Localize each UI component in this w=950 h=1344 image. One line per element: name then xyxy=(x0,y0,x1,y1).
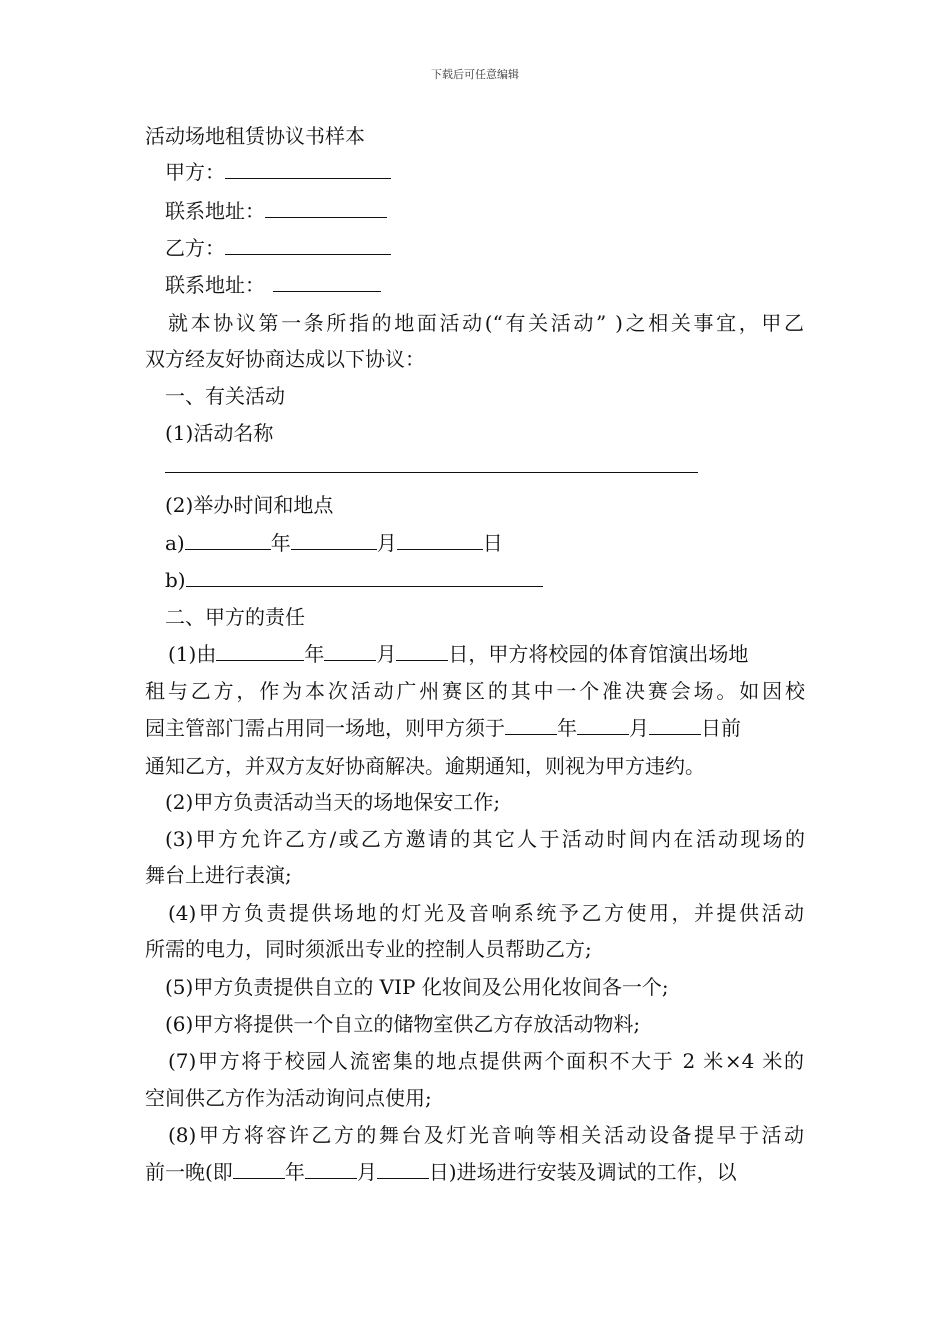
page-header: 下载后可任意编辑 xyxy=(431,68,519,81)
day-blank xyxy=(397,529,483,550)
clause-3-line-2: 舞台上进行表演; xyxy=(145,863,292,887)
day-blank xyxy=(377,1158,429,1179)
year-blank xyxy=(233,1158,285,1179)
month-blank xyxy=(324,640,376,661)
section-2-title: 二、甲方的责任 xyxy=(165,605,305,629)
party-b-address-line xyxy=(165,271,381,299)
location-blank xyxy=(186,566,543,587)
month-blank xyxy=(291,529,377,550)
month-blank xyxy=(305,1158,357,1179)
clause-1-line-1 xyxy=(168,640,748,668)
clause-1-prefix: (1)由 xyxy=(168,642,217,666)
document-title: 活动场地租赁协议书样本 xyxy=(145,124,365,148)
item-b-prefix: b) xyxy=(165,568,186,592)
month-label: 月 xyxy=(356,1160,377,1184)
section-1-title: 一、有关活动 xyxy=(165,384,285,408)
clause-5: (5)甲方负责提供自立的 VIP 化妆间及公用化妆间各一个; xyxy=(165,975,669,999)
address-label: 联系地址： xyxy=(165,199,265,223)
intro-line-2: 双方经友好协商达成以下协议： xyxy=(145,347,425,371)
clause-1-line-3-prefix: 园主管部门需占用同一场地，则甲方须于 xyxy=(145,716,505,740)
year-blank xyxy=(216,640,304,661)
year-label: 年 xyxy=(304,642,325,666)
day-label: 日 xyxy=(482,531,503,555)
clause-7-line-1: (7)甲方将于校园人流密集的地点提供两个面积不大于 2 米×4 米的 xyxy=(168,1049,804,1073)
party-a-address-line xyxy=(165,197,387,225)
address-label: 联系地址： xyxy=(165,273,265,297)
clause-4-line-2: 所需的电力，同时须派出专业的控制人员帮助乙方; xyxy=(145,937,592,961)
clause-1-line-3 xyxy=(145,714,741,742)
section-1-item-1: (1)活动名称 xyxy=(165,421,274,445)
year-label: 年 xyxy=(284,1160,305,1184)
clause-1-line-2: 租与乙方，作为本次活动广州赛区的其中一个准决赛会场。如因校 xyxy=(145,679,805,703)
intro-line-1: 就本协议第一条所指的地面活动(“有关活动” )之相关事宜，甲乙 xyxy=(168,311,804,335)
party-a-label: 甲方： xyxy=(165,160,225,184)
clause-8-line-1: (8)甲方将容许乙方的舞台及灯光音响等相关活动设备提早于活动 xyxy=(168,1123,804,1147)
clause-3-line-1: (3)甲方允许乙方/或乙方邀请的其它人于活动时间内在活动现场的 xyxy=(165,827,805,851)
month-label: 月 xyxy=(376,642,397,666)
year-label: 年 xyxy=(557,716,577,740)
clause-6: (6)甲方将提供一个自立的储物室供乙方存放活动物料; xyxy=(165,1012,641,1036)
activity-name-line xyxy=(165,452,698,480)
date-line-a xyxy=(165,529,503,557)
clause-8-line-2-prefix: 前一晚(即 xyxy=(145,1160,233,1184)
clause-8-line-2-suffix: 日)进场进行安装及调试的工作，以 xyxy=(428,1160,737,1184)
party-a-line xyxy=(165,158,391,186)
section-1-item-2: (2)举办时间和地点 xyxy=(165,493,334,517)
party-a-blank xyxy=(225,158,391,179)
day-blank xyxy=(649,714,701,735)
clause-7-line-2: 空间供乙方作为活动询问点使用; xyxy=(145,1086,432,1110)
location-line-b xyxy=(165,566,543,594)
clause-2: (2)甲方负责活动当天的场地保安工作; xyxy=(165,790,501,814)
clause-4-line-1: (4)甲方负责提供场地的灯光及音响系统予乙方使用，并提供活动 xyxy=(168,901,804,925)
clause-1-text: 日，甲方将校园的体育馆演出场地 xyxy=(448,642,749,666)
day-blank xyxy=(396,640,448,661)
clause-1-line-3-suffix: 日前 xyxy=(701,716,741,740)
item-a-prefix: a) xyxy=(165,531,185,555)
party-b-blank xyxy=(225,234,391,255)
year-label: 年 xyxy=(270,531,291,555)
activity-name-blank xyxy=(165,452,698,473)
clause-8-line-2 xyxy=(145,1158,737,1186)
month-blank xyxy=(577,714,629,735)
party-a-address-blank xyxy=(265,197,387,218)
month-label: 月 xyxy=(376,531,397,555)
party-b-label: 乙方： xyxy=(165,236,225,260)
year-blank xyxy=(505,714,557,735)
party-b-line xyxy=(165,234,391,262)
clause-1-line-4: 通知乙方，并双方友好协商解决。逾期通知，则视为甲方违约。 xyxy=(145,754,705,778)
year-blank xyxy=(185,529,271,550)
party-b-address-blank xyxy=(273,271,381,292)
month-label: 月 xyxy=(629,716,649,740)
